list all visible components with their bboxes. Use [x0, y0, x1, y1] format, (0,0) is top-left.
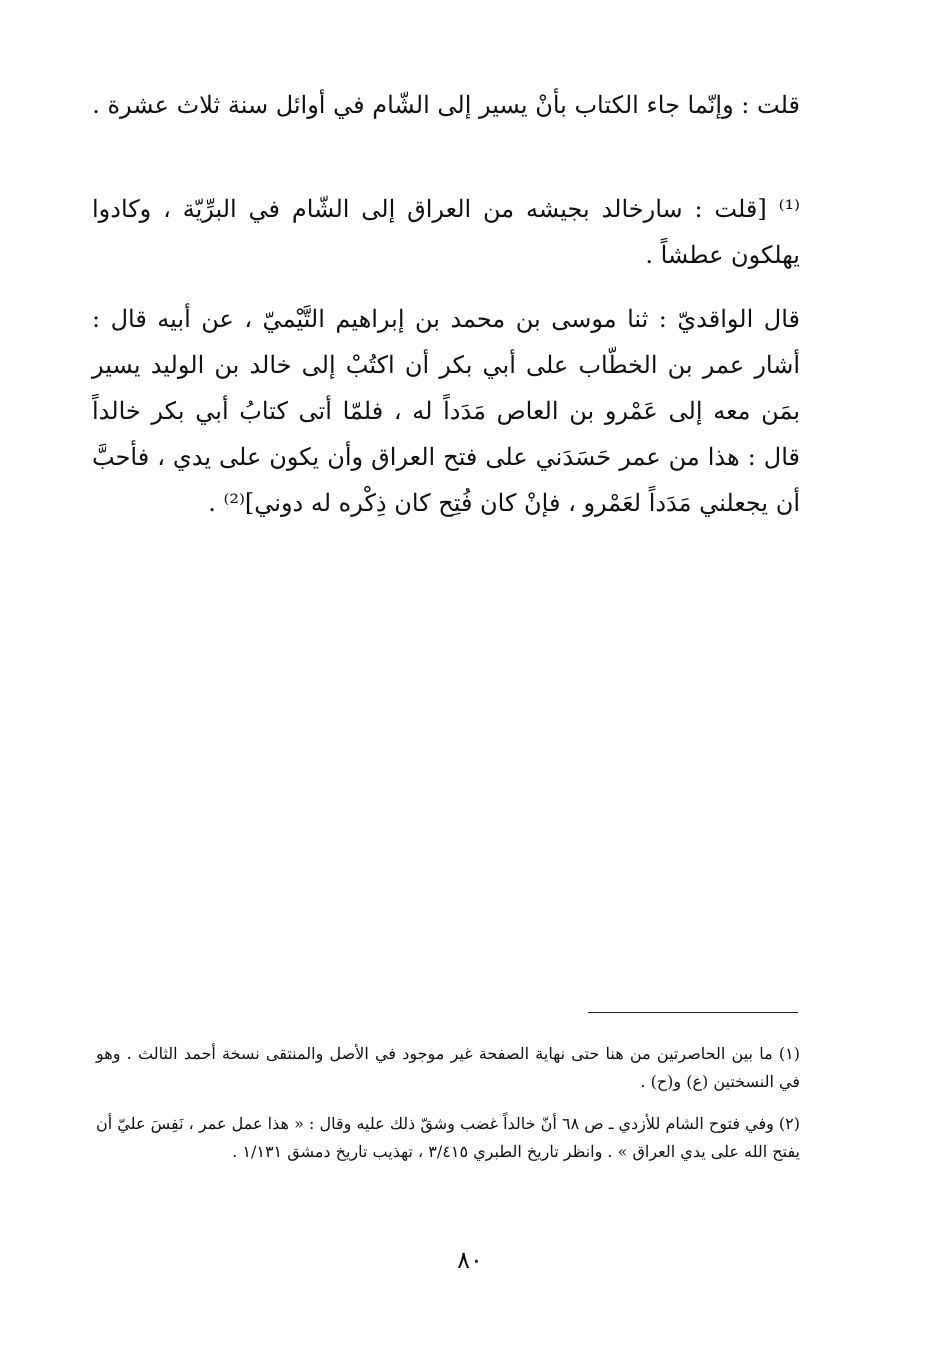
footnote-1: (١) ما بين الحاصرتين من هنا حتى نهاية الصفحة غير موجود في الأصل والمنتقى نسخة أحمد الثالث . وهو في النسختين (ع) و(ح) . [96, 1044, 800, 1091]
body-paragraph-1: قلت : وإنّما جاء الكتاب بأنْ يسير إلى الشّام في أوائل سنة ثلاث عشرة . [92, 91, 800, 119]
footnote-separator [588, 1012, 798, 1013]
body-paragraph-3: قال الواقديّ : ثنا موسى بن محمد بن إبراهيم التَّيْميّ ، عن أبيه قال : أشار عمر بن الخطّاب على أبي بكر أن اكتُبْ إلى خالد بن الوليد يسير بمَن معه إلى عَمْرو بن العاص مَدَداً له ، فلمّا أتى كتابُ أبي بكر خالداً قال : هذا من عمر حَسَدَني على فتح العراق وأن يكون على يدي ، فأحبَّ أن يجعلني مَدَداً لعَمْرو ، فإنْ كان فُتِح كان ذِكْره له دوني]⁽²⁾ . [92, 305, 801, 517]
body-paragraph-2: ⁽¹⁾ [قلت : سارخالد بجيشه من العراق إلى الشّام في البرِّيّة ، وكادوا يهلكون عطشاً . [92, 195, 800, 269]
footnote-2: (٢) وفي فتوح الشام للأزدي ـ ص ٦٨ أنّ خالداً غضب وشقّ ذلك عليه وقال : « هذا عمل عمر ، نَفِسَ عليّ أن يفتح الله على يدي العراق » . وانظر تاريخ الطبري ٣/٤١٥ ، تهذيب تاريخ دمشق ١/١٣١ . [96, 1114, 801, 1161]
page-number: ٨٠ [457, 1246, 483, 1274]
